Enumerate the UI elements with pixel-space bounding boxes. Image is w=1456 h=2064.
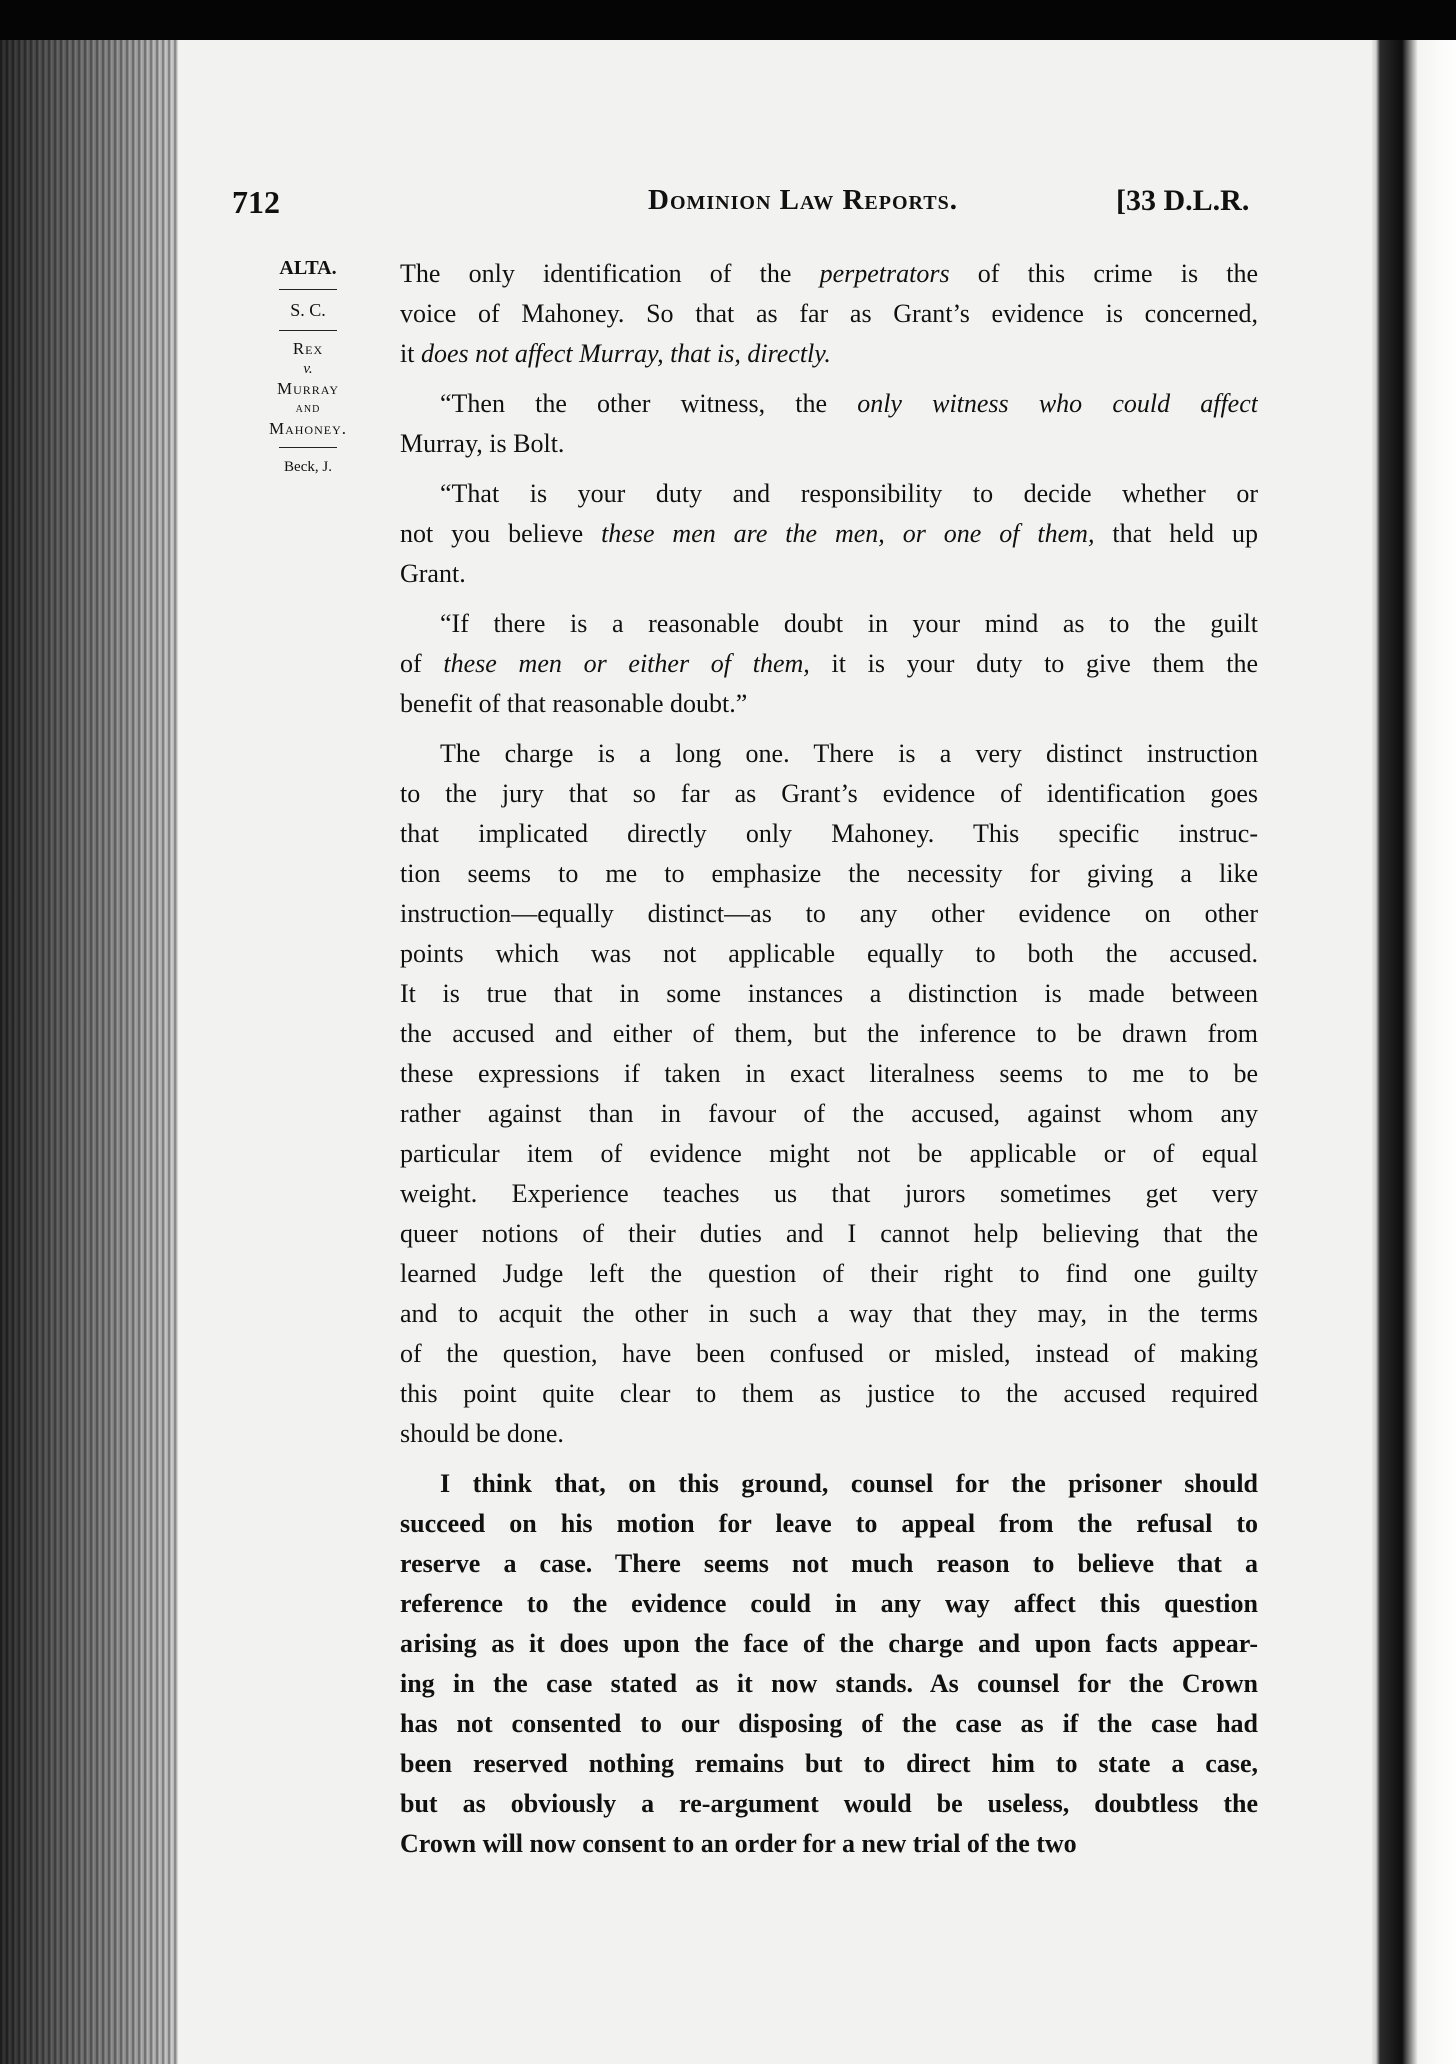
margin-province: ALTA. [279,257,337,279]
text-line: learned Judge left the question of their right to find one guilty [400,1259,1258,1288]
text-line: reserve a case. There seems not much reason to believe that a [400,1549,1258,1578]
text-line: Murray, is Bolt. [400,429,565,458]
text-line: the accused and either of them, but the inference to be drawn from [400,1019,1258,1048]
paragraph [400,604,1258,724]
paragraph [400,1464,1258,1864]
text-line: this point quite clear to them as justice to the accused required [400,1379,1258,1408]
margin-court: S. C. [290,300,326,320]
text-line: these expressions if taken in exact literalness seems to me to be [400,1059,1258,1088]
text-line: instruction—equally distinct—as to any other evidence on other [400,899,1258,928]
emphasis: these men or either of them, [443,649,810,678]
text-line: that implicated directly only Mahoney. This specific instruc- [400,819,1258,848]
running-title: Dominion Law Reports. [648,184,958,216]
text-line: The only identification of the perpetrators of this crime is the [400,259,1258,288]
text-line: it does not affect Murray, that is, directly. [400,339,831,368]
book-page-edges-left [0,40,178,2064]
text-line: reference to the evidence could in any way affect this question [400,1589,1258,1618]
emphasis: these men are the men, or one of them, [601,519,1095,548]
text-line: of these men or either of them, it is your duty to give them the [400,649,1258,678]
emphasis: only witness who could affect [857,389,1258,418]
text-line: benefit of that reasonable doubt.” [400,689,748,718]
margin-divider [279,330,337,331]
text-line: “That is your duty and responsibility to decide whether or [440,479,1258,508]
volume-citation: [33 D.L.R. [1116,184,1250,217]
emphasis: does not affect Murray, that is, directly. [420,339,831,368]
text-line: succeed on his motion for leave to appeal from the refusal to [400,1509,1258,1538]
margin-case-versus: v. [303,361,313,377]
text-line: ing in the case stated as it now stands. As counsel for the Crown [400,1669,1258,1698]
book-gutter-right [1372,40,1456,2064]
text-line: It is true that in some instances a distinction is made between [400,979,1258,1008]
text-line: I think that, on this ground, counsel for the prisoner should [440,1469,1258,1498]
text-line: Grant. [400,559,466,588]
text-line: queer notions of their duties and I cannot help believing that the [400,1219,1258,1248]
page-number: 712 [232,184,280,220]
paragraph [400,254,1258,374]
margin-case-party-1: Rex [292,339,324,358]
emphasis: perpetrators [819,259,950,288]
scan-top-border [0,0,1456,40]
text-line: particular item of evidence might not be applicable or of equal [400,1139,1258,1168]
margin-divider [279,289,337,290]
paragraph [400,474,1258,594]
margin-case-and: and [295,401,321,416]
text-line: points which was not applicable equally to both the accused. [400,939,1258,968]
margin-divider [279,447,337,448]
paragraph [400,384,1258,464]
running-header [0,144,1456,220]
text-line: should be done. [400,1419,564,1448]
text-line: arising as it does upon the face of the charge and upon facts appear- [400,1629,1258,1658]
text-line: weight. Experience teaches us that jurors sometimes get very [400,1179,1258,1208]
text-line: but as obviously a re-argument would be useless, doubtless the [400,1789,1258,1818]
margin-note [238,254,378,478]
text-line: “Then the other witness, the only witness who could affect [440,389,1258,418]
text-line: The charge is a long one. There is a very distinct instruction [440,739,1258,768]
margin-case-party-3: Mahoney. [268,419,348,438]
paragraph [400,734,1258,1454]
text-line: voice of Mahoney. So that as far as Grant’s evidence is concerned, [400,299,1258,328]
text-line: not you believe these men are the men, or one of them, that held up [400,519,1258,548]
text-line: been reserved nothing remains but to direct him to state a case, [400,1749,1258,1778]
margin-case-party-2: Murray [276,379,340,398]
text-line: has not consented to our disposing of the case as if the case had [400,1709,1258,1738]
text-line: rather against than in favour of the accused, against whom any [400,1099,1258,1128]
margin-judge: Beck, J. [284,459,332,475]
text-line: of the question, have been confused or misled, instead of making [400,1339,1258,1368]
text-line: “If there is a reasonable doubt in your mind as to the guilt [440,609,1258,638]
body-text [400,254,1258,1864]
text-line: to the jury that so far as Grant’s evidence of identification goes [400,779,1258,808]
text-line: tion seems to me to emphasize the necessity for giving a like [400,859,1258,888]
text-line: and to acquit the other in such a way that they may, in the terms [400,1299,1258,1328]
text-line: Crown will now consent to an order for a new trial of the two [400,1829,1077,1858]
